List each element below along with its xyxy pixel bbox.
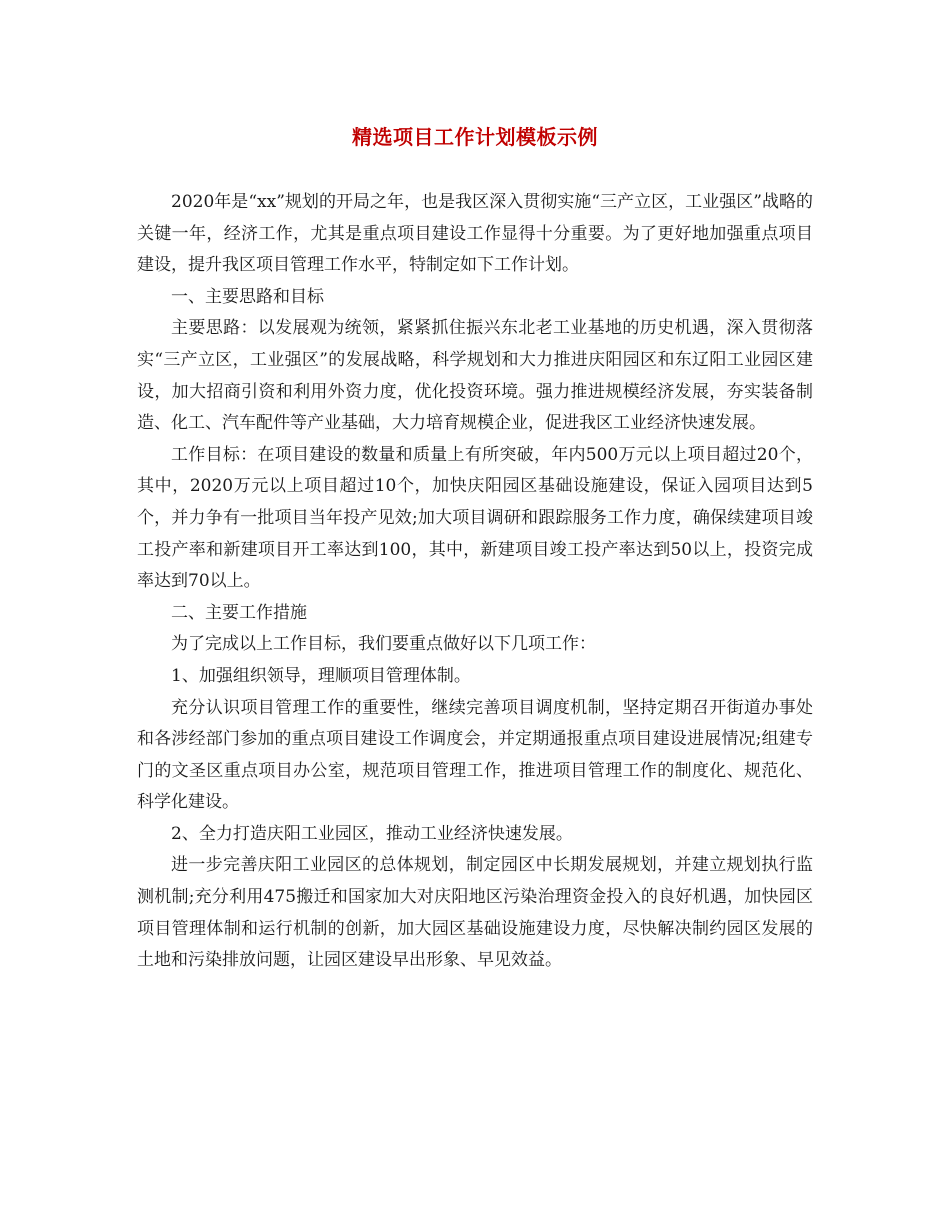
document-title: 精选项目工作计划模板示例 [352,125,598,149]
paragraph-work-goals: 工作目标：在项目建设的数量和质量上有所突破，年内500万元以上项目超过20个，其中，2020万元以上项目超过10个，加快庆阳园区基础设施建设，保证入园项目达到5个，并力争有一批项目当年投产见效;加大项目调研和跟踪服务工作力度，确保续建项目竣工投产率和新建项目开工率达到100，其中，新建项目竣工投产率达到50以上，投资完成率达到70以上。 [137,444,813,592]
paragraph-measures-intro: 为了完成以上工作目标，我们要重点做好以下几项工作： [171,634,596,655]
section-heading-1: 一、主要思路和目标 [171,286,324,307]
section-heading-2: 二、主要工作措施 [171,602,307,623]
subheading-1: 1、加强组织领导，理顺项目管理体制。 [171,665,471,686]
subheading-2: 2、全力打造庆阳工业园区，推动工业经济快速发展。 [171,823,573,844]
paragraph-organization: 充分认识项目管理工作的重要性，继续完善项目调度机制，坚持定期召开街道办事处和各涉经部门参加的重点项目建设工作调度会，并定期通报重点项目建设进展情况;组建专门的文圣区重点项目办公室，规范项目管理工作，推进项目管理工作的制度化、规范化、科学化建设。 [137,697,813,813]
document-body [137,187,813,977]
paragraph-main-ideas: 主要思路：以发展观为统领，紧紧抓住振兴东北老工业基地的历史机遇，深入贯彻落实“三产立区，工业强区”的发展战略，科学规划和大力推进庆阳园区和东辽阳工业园区建设，加大招商引资和利用外资力度，优化投资环境。强力推进规模经济发展，夯实装备制造、化工、汽车配件等产业基础，大力培育规模企业，促进我区工业经济快速发展。 [137,318,813,434]
paragraph-industrial-park: 进一步完善庆阳工业园区的总体规划，制定园区中长期发展规划，并建立规划执行监测机制;充分利用475搬迁和国家加大对庆阳地区污染治理资金投入的良好机遇，加快园区项目管理体制和运行机制的创新，加大园区基础设施建设力度，尽快解决制约园区发展的土地和污染排放问题，让园区建设早出形象、早见效益。 [137,855,813,971]
paragraph-intro: 2020年是“xx”规划的开局之年，也是我区深入贯彻实施“三产立区，工业强区”战略的关键一年，经济工作，尤其是重点项目建设工作显得十分重要。为了更好地加强重点项目建设，提升我区项目管理工作水平，特制定如下工作计划。 [137,192,813,276]
